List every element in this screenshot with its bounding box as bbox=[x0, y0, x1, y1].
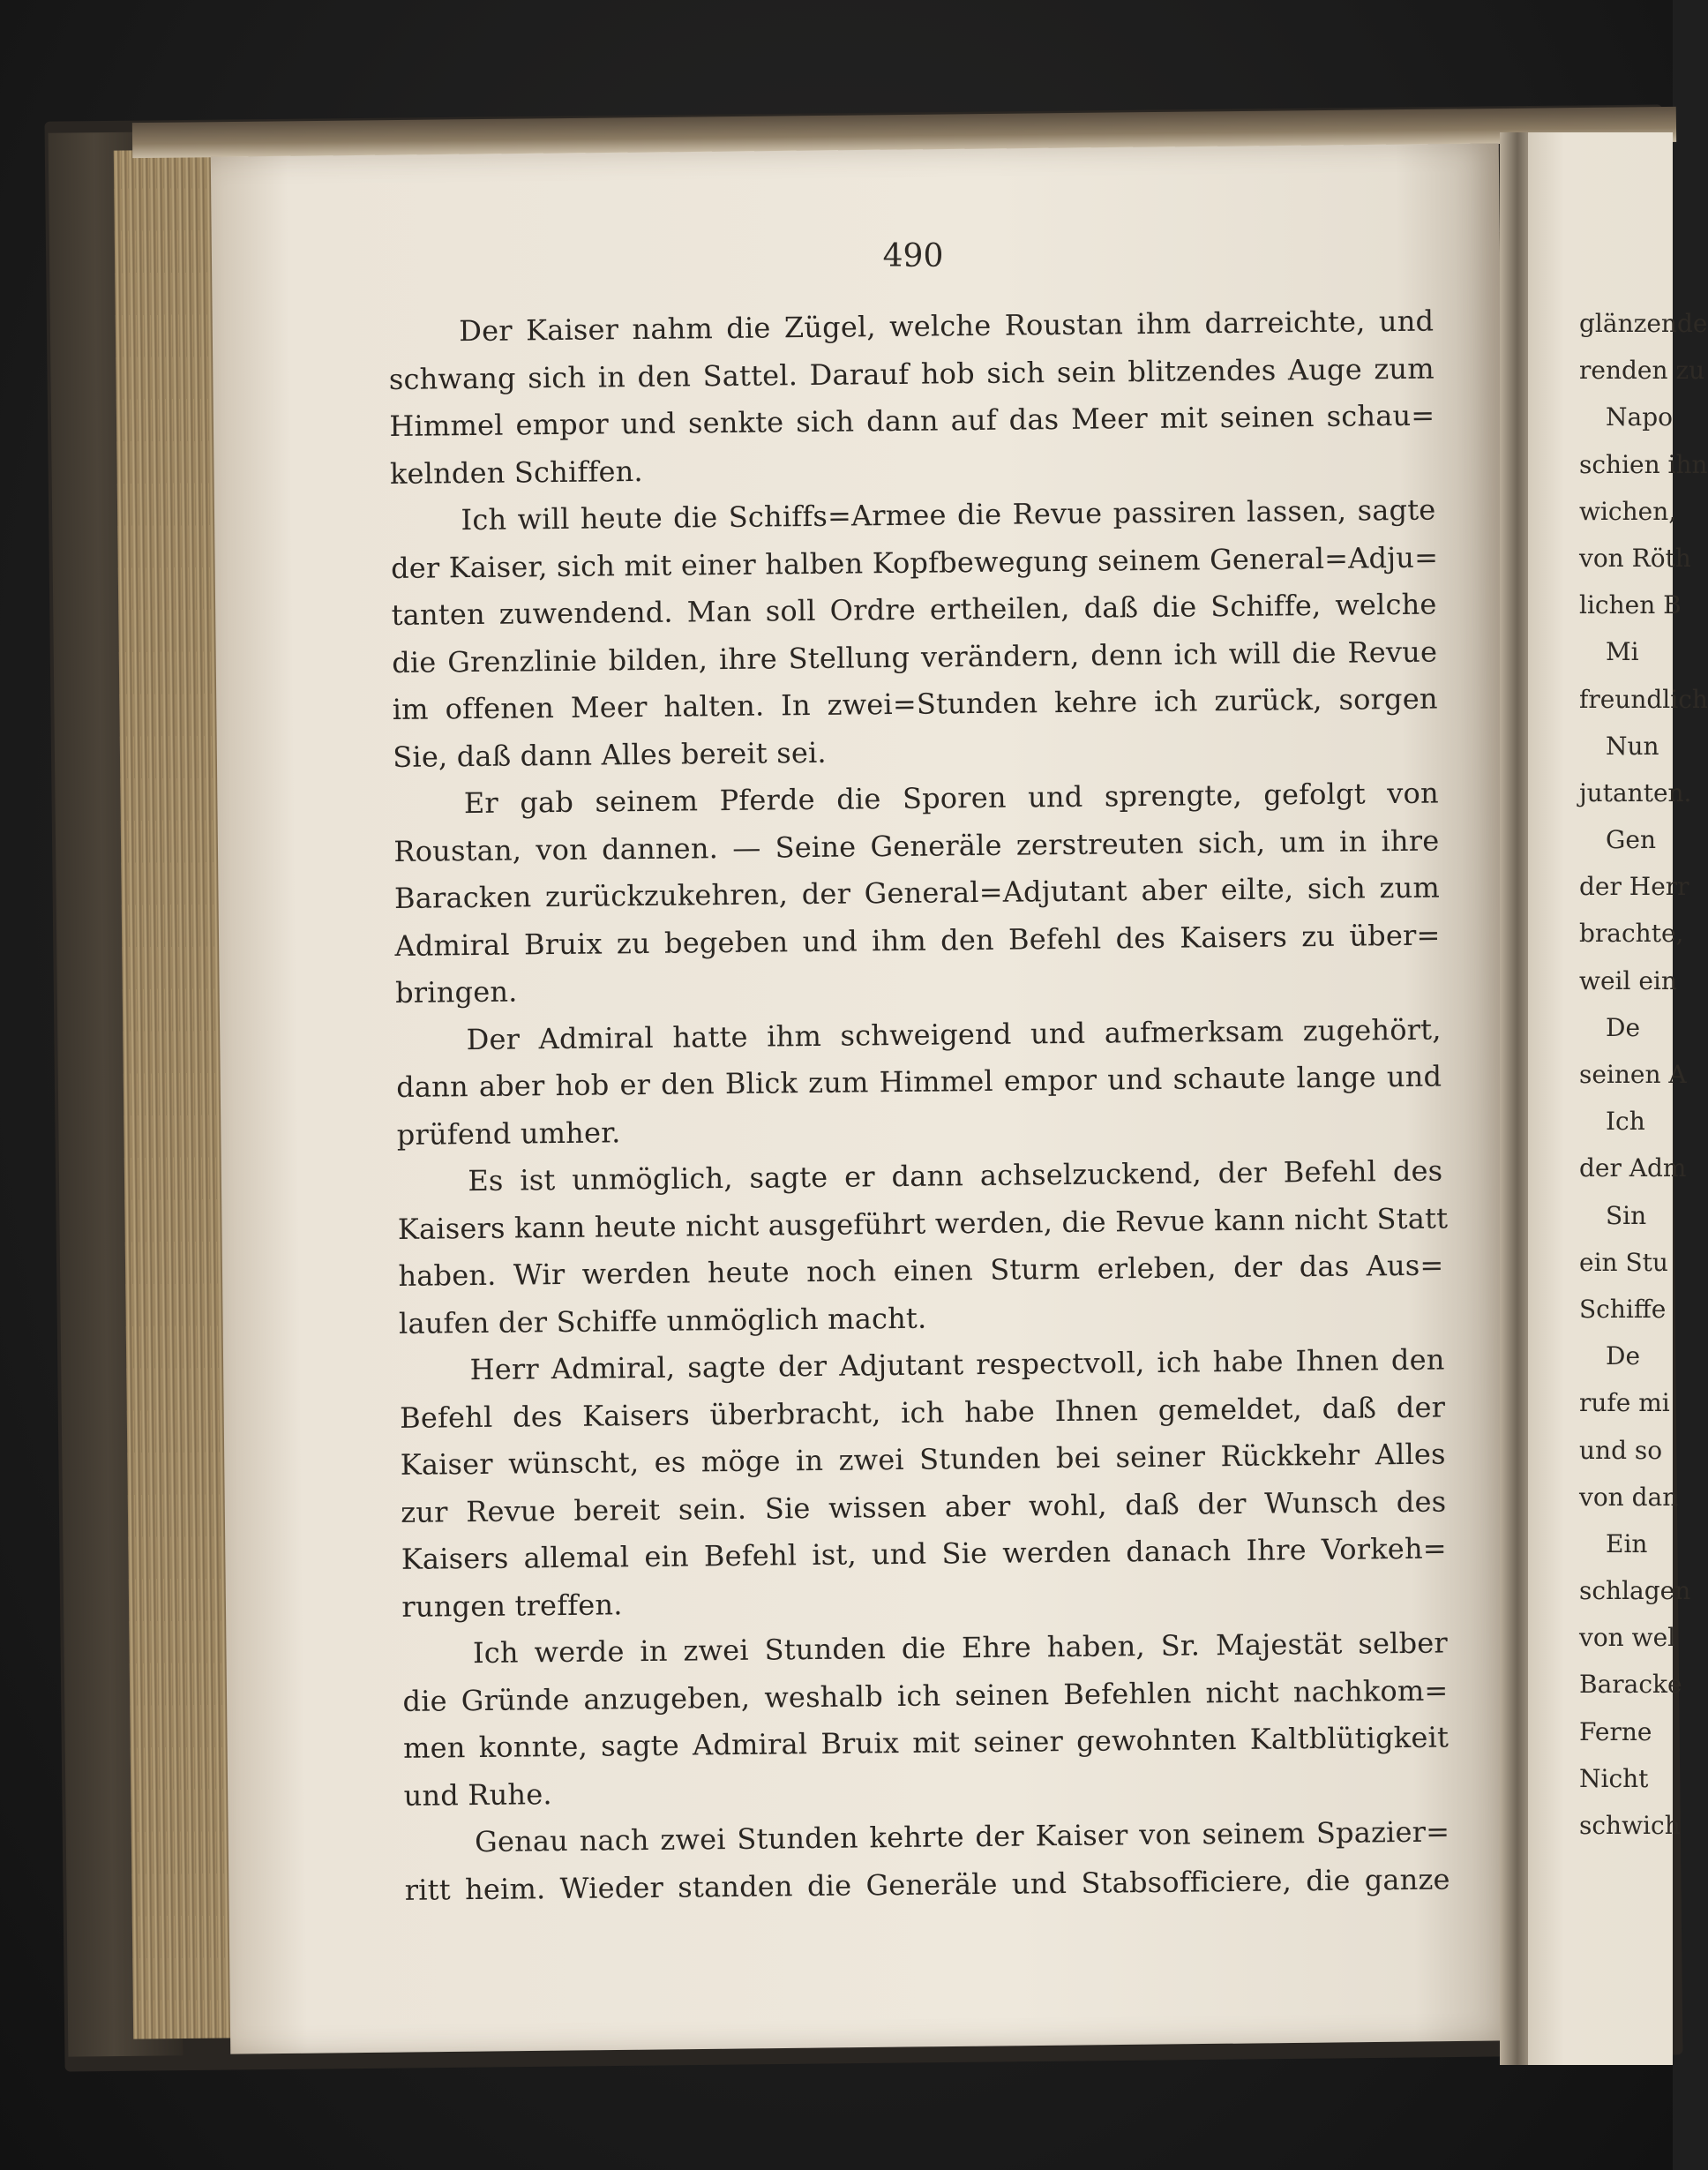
text-line: dann aber hob er den Blick zum Himmel empor und schaute lange und bbox=[396, 1059, 1442, 1104]
text-line: Es ist unmöglich, sagte er dann achselzuckend, der Befehl des bbox=[468, 1153, 1443, 1198]
facing-page-line: Ich bbox=[1606, 1107, 1645, 1137]
text-line: men konnte, sagte Admiral Bruix mit seiner gewohnten Kaltblütigkeit bbox=[402, 1720, 1450, 1765]
text-line: Der Kaiser nahm die Zügel, welche Roustan ihm darreichte, und bbox=[459, 304, 1435, 349]
facing-page-line: der Herr bbox=[1579, 872, 1689, 902]
text-line: Ich will heute die Schiffs=Armee die Revue passiren lassen, sagte bbox=[461, 492, 1436, 537]
text-line: Kaisers allemal ein Befehl ist, und Sie werden danach Ihre Vorkeh= bbox=[401, 1531, 1447, 1576]
facing-page-line: wichen, bbox=[1579, 496, 1677, 526]
text-line: Herr Admiral, sagte der Adjutant respectvoll, ich habe Ihnen den bbox=[469, 1342, 1445, 1387]
facing-page-line: Mi bbox=[1606, 637, 1639, 667]
text-line: rungen treffen. bbox=[401, 1587, 623, 1624]
facing-page-line: De bbox=[1606, 1012, 1641, 1042]
text-line: zur Revue bereit sein. Sie wissen aber wohl, daß der Wunsch des bbox=[401, 1484, 1447, 1529]
text-line: laufen der Schiffe unmöglich macht. bbox=[398, 1301, 927, 1340]
text-line: Roustan, von dannen. — Seine Generäle zerstreuten sich, um in ihre bbox=[393, 823, 1440, 868]
main-text-block bbox=[388, 298, 1450, 1914]
text-line: der Kaiser, sich mit einer halben Kopfbewegung seinem General=Adju= bbox=[390, 540, 1439, 585]
page-number: 490 bbox=[882, 238, 944, 274]
text-line: Genau nach zwei Stunden kehrte der Kaiser von seinem Spazier= bbox=[474, 1814, 1450, 1859]
text-line: Kaisers kann heute nicht ausgeführt werden, die Revue kann nicht Statt bbox=[397, 1200, 1449, 1246]
facing-page-line: schlagen bbox=[1579, 1576, 1691, 1606]
facing-page-line: rufe mi bbox=[1579, 1388, 1670, 1418]
facing-page-line: Nicht bbox=[1579, 1763, 1649, 1793]
facing-page-line: von wel bbox=[1579, 1623, 1676, 1653]
facing-page-text bbox=[1579, 300, 1708, 1849]
text-line: Kaiser wünscht, es möge in zwei Stunden bei seiner Rückkehr Alles bbox=[400, 1437, 1446, 1482]
text-line: kelnden Schiffen. bbox=[389, 454, 644, 491]
text-line: die Grenzlinie bilden, ihre Stellung verändern, denn ich will die Revue bbox=[391, 634, 1438, 680]
facing-page-line: seinen A bbox=[1579, 1060, 1687, 1089]
text-line: Admiral Bruix zu begeben und ihm den Befehl des Kaisers zu über= bbox=[394, 918, 1441, 963]
facing-page-line: Napo bbox=[1606, 402, 1673, 432]
facing-page-line: Ein bbox=[1606, 1528, 1648, 1558]
facing-page-line: Sin bbox=[1606, 1200, 1647, 1230]
facing-page-line: Baracke bbox=[1579, 1670, 1682, 1700]
facing-page-line: Schiffe bbox=[1579, 1294, 1667, 1324]
facing-page-line: und so bbox=[1579, 1435, 1663, 1465]
facing-page-line: De bbox=[1606, 1341, 1641, 1371]
facing-page-line: Gen bbox=[1606, 825, 1656, 855]
facing-page-line: von Röth bbox=[1579, 543, 1691, 573]
text-line: Befehl des Kaisers überbracht, ich habe Ihnen gemeldet, daß der bbox=[399, 1390, 1446, 1435]
text-line: schwang sich in den Sattel. Darauf hob sich sein blitzendes Auge zum bbox=[388, 351, 1435, 396]
facing-page-line: freundlich bbox=[1579, 684, 1708, 714]
facing-page-line: brachte, bbox=[1579, 919, 1684, 949]
text-line: Himmel empor und senkte sich dann auf das Meer mit seinen schau= bbox=[389, 398, 1435, 443]
text-line: Er gab seinem Pferde die Sporen und sprengte, gefolgt von bbox=[463, 776, 1440, 821]
text-line: im offenen Meer halten. In zwei=Stunden kehre ich zurück, sorgen bbox=[392, 681, 1438, 726]
facing-page-line: ein Stu bbox=[1579, 1247, 1668, 1277]
text-line: prüfend umher. bbox=[396, 1115, 621, 1152]
text-line: Ich werde in zwei Stunden die Ehre haben, Sr. Majestät selber bbox=[472, 1626, 1449, 1671]
facing-page-line: der Adm bbox=[1579, 1153, 1687, 1183]
text-line: ritt heim. Wieder standen die Generäle und Stabsofficiere, die ganze bbox=[404, 1861, 1450, 1907]
text-line: Baracken zurückzukehren, der General=Adjutant aber eilte, sich zum bbox=[393, 870, 1441, 915]
text-line: die Gründe anzugeben, weshalb ich seinen Befehlen nicht nachkom= bbox=[402, 1673, 1449, 1718]
facing-page-line: Ferne bbox=[1579, 1716, 1652, 1746]
text-line: Sie, daß dann Alles bereit sei. bbox=[393, 735, 827, 774]
facing-page-line: schwich bbox=[1579, 1811, 1681, 1840]
facing-page-line: weil ein bbox=[1579, 965, 1677, 995]
facing-page-line: von dan bbox=[1579, 1482, 1679, 1512]
facing-page-line: lichen B bbox=[1579, 590, 1682, 620]
facing-page-line: schien ihn bbox=[1579, 449, 1708, 479]
facing-page-line: renden zu bbox=[1579, 356, 1705, 386]
facing-page-line: jutanten. bbox=[1579, 777, 1692, 807]
text-line: bringen. bbox=[394, 974, 518, 1010]
text-line: haben. Wir werden heute noch einen Sturm erleben, der das Aus= bbox=[398, 1248, 1444, 1293]
text-line: und Ruhe. bbox=[403, 1776, 552, 1813]
text-line: Der Admiral hatte ihm schweigend und aufmerksam zugehört, bbox=[466, 1012, 1442, 1056]
facing-page-line: Nun bbox=[1606, 731, 1659, 761]
text-line: tanten zuwendend. Man soll Ordre ertheilen, daß die Schiffe, welche bbox=[391, 587, 1437, 632]
facing-page-line: glänzende bbox=[1579, 309, 1708, 338]
